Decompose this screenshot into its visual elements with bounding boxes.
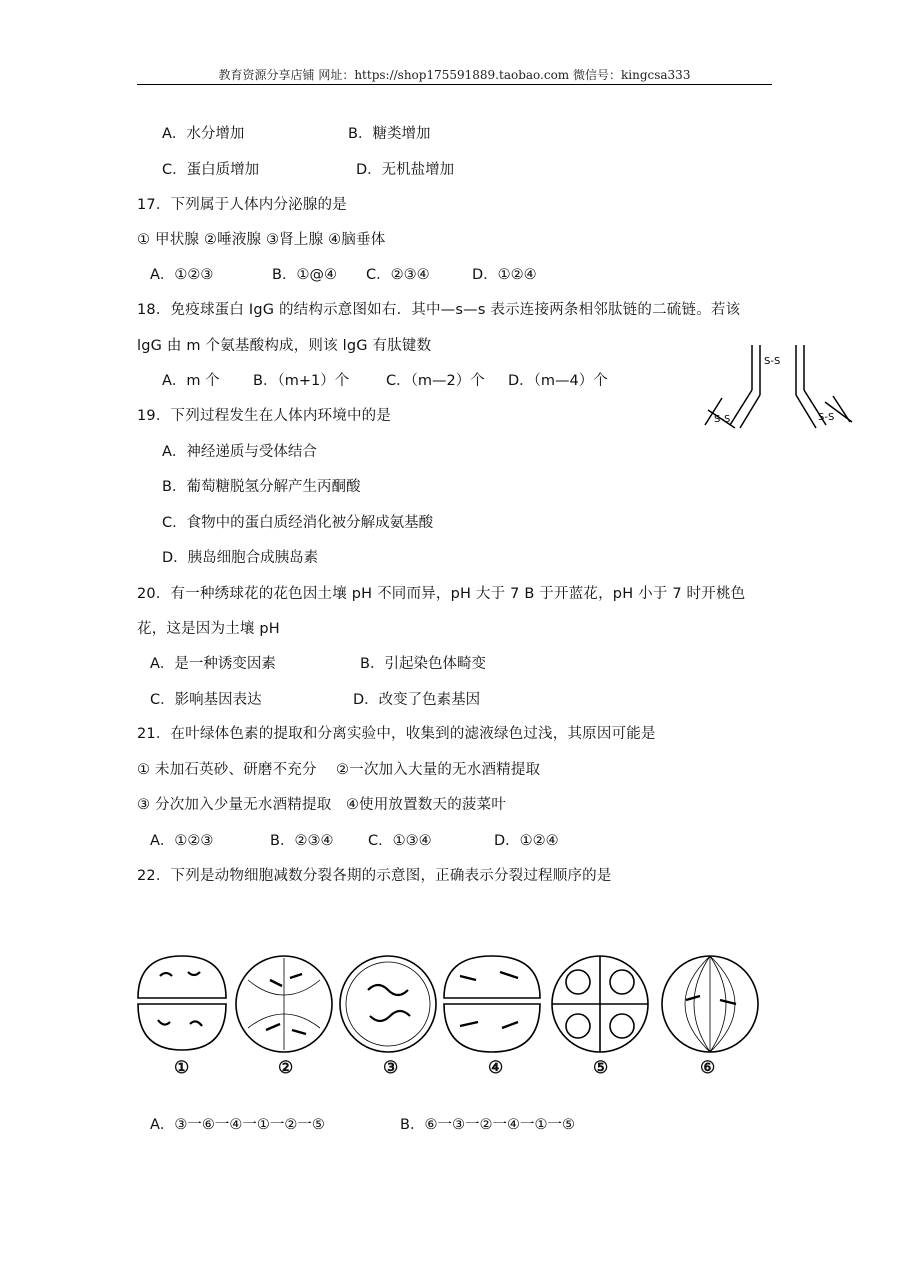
q19-option-c[interactable]: C．食物中的蛋白质经消化被分解成氨基酸: [162, 515, 434, 531]
q20-option-a[interactable]: A．是一种诱变因素: [150, 656, 276, 672]
q18-option-d[interactable]: D．（m—4）个: [508, 373, 608, 389]
q17-option-d[interactable]: D．①②④: [472, 267, 537, 283]
q16-option-d[interactable]: D．无机盐增加: [356, 162, 455, 178]
q18-stem-line2: lgG 由 m 个氨基酸构成，则该 lgG 有肽键数: [137, 338, 432, 354]
q20-stem-line1: 20．有一种绣球花的花色因土壤 pH 不同而异，pH 大于 7 B 于开蓝花，pH 小于 7 时开桃色: [137, 586, 746, 602]
page-header: 教育资源分享店铺 网址：https://shop175591889.taobao.com 微信号：kingcsa333: [218, 68, 691, 82]
q18-stem-line1: 18．免疫球蛋白 IgG 的结构示意图如右．其中—s—s 表示连接两条相邻肽链的二硫链。若该: [137, 302, 741, 318]
q21-option-c[interactable]: C．①③④: [368, 833, 432, 849]
q22-stem: 22．下列是动物细胞减数分裂各期的示意图，正确表示分裂过程顺序的是: [137, 868, 612, 884]
q21-stem: 21．在叶绿体色素的提取和分离实验中，收集到的滤液绿色过浅，其原因可能是: [137, 726, 656, 742]
cell-label-5: ⑤: [593, 1058, 609, 1078]
disulfide-label-top: S-S: [764, 356, 781, 367]
meiosis-cells-figure: [130, 950, 770, 1090]
cell-label-1: ①: [174, 1058, 190, 1078]
q18-option-a[interactable]: A．m 个: [162, 373, 220, 389]
q20-stem-line2: 花，这是因为土壤 pH: [137, 621, 280, 637]
cell-4-drawing: [444, 956, 540, 1052]
q18-option-b[interactable]: B．（m+1）个: [253, 373, 350, 389]
cell-label-3: ③: [383, 1058, 399, 1078]
cell-5-drawing: [552, 956, 648, 1052]
q21-option-b[interactable]: B．②③④: [270, 833, 334, 849]
disulfide-label-right: S-S: [818, 412, 835, 423]
q21-items-line1: ① 未加石英砂、研磨不充分 ②一次加入大量的无水酒精提取: [137, 762, 541, 778]
cell-label-2: ②: [278, 1058, 294, 1078]
cell-label-6: ⑥: [700, 1058, 716, 1078]
q19-option-b[interactable]: B．葡萄糖脱氢分解产生丙酮酸: [162, 479, 361, 495]
q18-option-c[interactable]: C．（m—2）个: [386, 373, 485, 389]
cell-3-drawing: [340, 956, 436, 1052]
q20-option-d[interactable]: D．改变了色素基因: [353, 692, 481, 708]
q19-stem: 19．下列过程发生在人体内环境中的是: [137, 408, 392, 424]
q17-option-c[interactable]: C．②③④: [366, 267, 430, 283]
header-rule: [137, 84, 772, 85]
igg-structure-diagram: [700, 340, 860, 435]
q16-option-a[interactable]: A．水分增加: [162, 126, 245, 142]
q17-option-b[interactable]: B．①@④: [272, 267, 337, 283]
q22-option-a[interactable]: A．③一⑥一④一①一②一⑤: [150, 1117, 325, 1133]
q17-option-a[interactable]: A．①②③: [150, 267, 214, 283]
q21-option-a[interactable]: A．①②③: [150, 833, 214, 849]
meiosis-cells-svg: [130, 950, 770, 1060]
q21-items-line2: ③ 分次加入少量无水酒精提取 ④使用放置数天的菠菜叶: [137, 797, 507, 813]
q19-option-a[interactable]: A．神经递质与受体结合: [162, 444, 317, 460]
cell-6-drawing: [662, 956, 758, 1052]
q21-option-d[interactable]: D．①②④: [494, 833, 559, 849]
q20-option-b[interactable]: B．引起染色体畸变: [360, 656, 486, 672]
cell-1-drawing: [138, 956, 226, 1050]
cell-label-4: ④: [488, 1058, 504, 1078]
disulfide-label-left: S-S: [714, 414, 731, 425]
q16-option-b[interactable]: B．糖类增加: [348, 126, 431, 142]
q20-option-c[interactable]: C．影响基因表达: [150, 692, 262, 708]
q17-stem: 17．下列属于人体内分泌腺的是: [137, 197, 347, 213]
q19-option-d[interactable]: D．胰岛细胞合成胰岛素: [162, 550, 319, 566]
q17-items: ① 甲状腺 ②唾液腺 ③肾上腺 ④脑垂体: [137, 232, 386, 248]
q22-option-b[interactable]: B．⑥一③一②一④一①一⑤: [400, 1117, 575, 1133]
cell-2-drawing: [236, 956, 332, 1052]
q16-option-c[interactable]: C．蛋白质增加: [162, 162, 260, 178]
